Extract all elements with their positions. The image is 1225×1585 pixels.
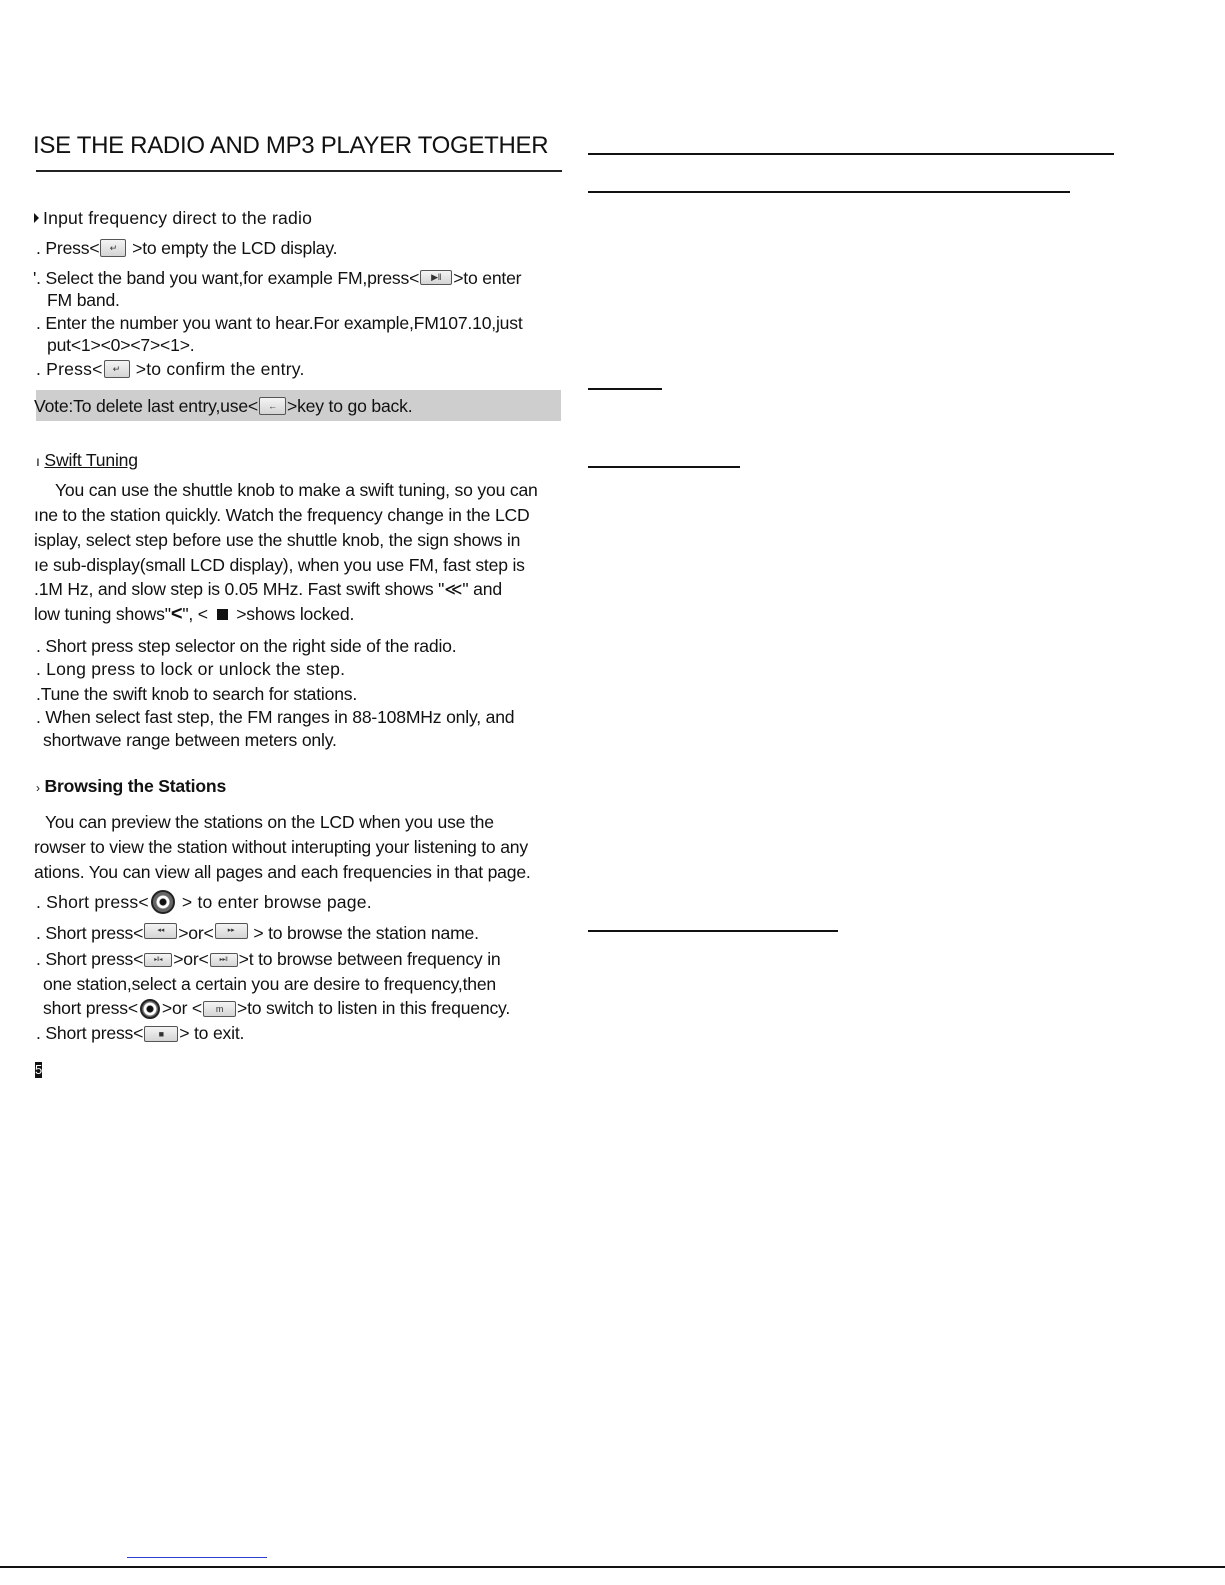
browse-para-line: ations. You can view all pages and each frequencies in that page. [34, 862, 531, 882]
swift-para-line: low tuning shows"<", < >shows locked. [34, 603, 355, 625]
input-step-2-cont: FM band. [47, 290, 120, 310]
skip-forward-key-icon: ▸▸‖ [210, 953, 238, 967]
prev-key-icon: ◂◂ [144, 923, 177, 939]
swift-step-3: .Tune the swift knob to search for stations. [36, 684, 358, 704]
stop-key-icon: ■ [144, 1026, 178, 1042]
swift-para-line: .1M Hz, and slow step is 0.05 MHz. Fast swift shows "≪" and [34, 579, 502, 599]
swift-para-line: You can use the shuttle knob to make a swift tuning, so you can [55, 480, 538, 500]
right-rule-1 [588, 153, 1114, 155]
swift-para-line: ıe sub-display(small LCD display), when you use FM, fast step is [34, 555, 525, 575]
page-number: 5 [35, 1062, 43, 1077]
input-step-2: '. Select the band you want,for example FM,press< ▶‖ >to enter [33, 268, 522, 288]
browse-para-line: rowser to view the station without interupting your listening to any [34, 837, 528, 857]
swift-step-4: . When select fast step, the FM ranges in 88-108MHz only, and [36, 707, 515, 727]
input-step-1: . Press< ↵ >to empty the LCD display. [36, 238, 338, 258]
swift-step-4-cont: shortwave range between meters only. [43, 730, 337, 750]
right-rule-5 [588, 930, 838, 932]
bottom-frame-rule [0, 1566, 1225, 1568]
right-rule-4 [588, 466, 740, 468]
backspace-key-icon: ← [259, 397, 286, 415]
browse-para-line: You can preview the stations on the LCD when you use the [45, 812, 494, 832]
skip-back-key-icon: ▸‖◂ [144, 953, 172, 967]
input-step-4: . Press< ↵ >to confirm the entry. [36, 359, 305, 379]
input-step-3-cont: put<1><0><7><1>. [47, 335, 195, 355]
browse-knob-icon [140, 999, 160, 1019]
browse-step-3-cont: one station,select a certain you are desire to frequency,then [43, 974, 497, 994]
right-rule-2 [588, 191, 1070, 193]
swift-para-line: ıne to the station quickly. Watch the frequency change in the LCD [34, 505, 530, 525]
lock-square-icon [217, 609, 228, 620]
play-pause-key-icon: ▶‖ [420, 270, 452, 285]
slow-tuning-chevron-icon: < [170, 603, 183, 625]
title-divider [36, 170, 562, 172]
swift-step-1: . Short press step selector on the right side of the radio. [36, 636, 457, 656]
next-key-icon: ▸▸ [215, 923, 248, 939]
bullet-icon [34, 213, 39, 223]
browse-knob-icon [151, 890, 175, 914]
enter-key-icon: ↵ [100, 239, 126, 257]
section-heading-browse: › Browsing the Stations [36, 776, 227, 796]
enter-key-icon: ↵ [104, 360, 130, 378]
browse-step-1: . Short press< > to enter browse page. [36, 892, 372, 912]
input-note: Vote:To delete last entry,use< ← >key to go back. [34, 396, 413, 416]
browse-step-2: . Short press< ◂◂ >or< ▸▸ > to browse the station name. [36, 923, 479, 943]
input-step-3: . Enter the number you want to hear.For example,FM107.10,just [36, 313, 523, 333]
bottom-link-underline [127, 1557, 267, 1558]
browse-step-3-cont: short press< >or < m >to switch to listen in this frequency. [43, 998, 511, 1018]
page-title: ISE THE RADIO AND MP3 PLAYER TOGETHER [33, 132, 549, 159]
menu-key-icon: m [203, 1001, 236, 1017]
swift-para-line: isplay, select step before use the shuttle knob, the sign shows in [34, 530, 521, 550]
browse-step-4: . Short press< ■ > to exit. [36, 1023, 245, 1043]
browse-step-3: . Short press< ▸‖◂ >or< ▸▸‖ >t to browse between frequency in [36, 949, 501, 969]
swift-step-2: . Long press to lock or unlock the step. [36, 659, 346, 679]
section-heading-swift: ı Swift Tuning [36, 450, 138, 470]
right-rule-3 [588, 388, 662, 390]
section-heading-input: Input frequency direct to the radio [34, 208, 312, 228]
